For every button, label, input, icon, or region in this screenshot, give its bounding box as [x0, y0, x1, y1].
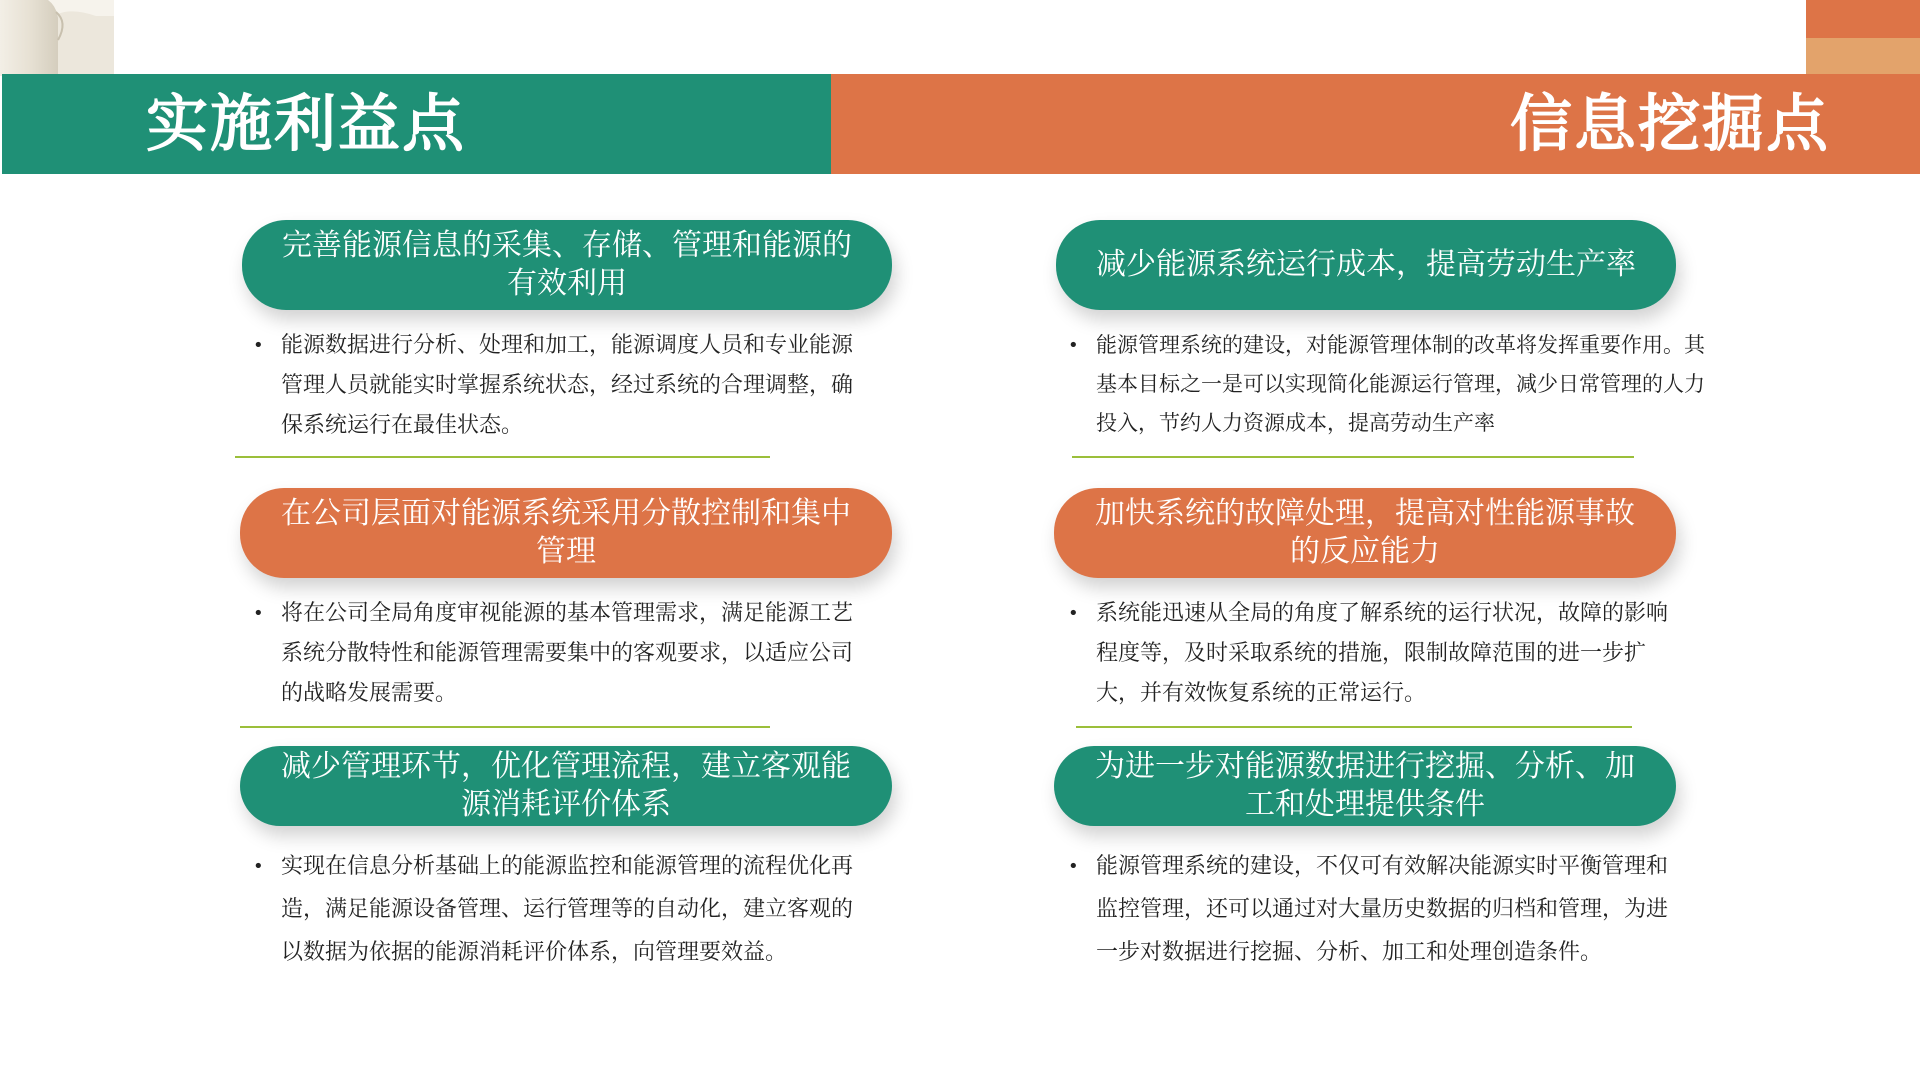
bullet-icon: •: [253, 603, 264, 624]
mining-body-1-text: 能源管理系统的建设，对能源管理体制的改革将发挥重要作用。其基本目标之一是可以实现简化能源运行管理，减少日常管理的人力投入，节约人力资源成本，提高劳动生产率: [1096, 333, 1705, 435]
bullet-icon: •: [253, 335, 264, 356]
benefit-pill-1-label: 完善能源信息的采集、存储、管理和能源的有效利用: [282, 228, 852, 301]
benefit-body-1-text: 能源数据进行分析、处理和加工，能源调度人员和专业能源管理人员就能实时掌握系统状态，经过系统的合理调整，确保系统运行在最佳状态。: [281, 333, 854, 438]
divider-left-1: [235, 456, 770, 458]
divider-right-1: [1072, 456, 1634, 458]
mining-body-3: [1068, 845, 1678, 974]
benefit-body-1: [253, 326, 863, 446]
header-title-left: 实施利益点: [146, 87, 467, 160]
divider-left-2: [240, 726, 770, 728]
benefit-pill-2: [240, 488, 892, 578]
benefit-body-3-text: 实现在信息分析基础上的能源监控和能源管理的流程优化再造，满足能源设备管理、运行管理等的自动化，建立客观的以数据为依据的能源消耗评价体系，向管理要效益。: [281, 854, 854, 965]
mining-pill-3-label: 为进一步对能源数据进行挖掘、分析、加工和处理提供条件: [1095, 749, 1635, 822]
mining-pill-3: [1054, 746, 1676, 826]
bullet-icon: •: [1068, 335, 1079, 356]
mining-body-2-text: 系统能迅速从全局的角度了解系统的运行状况，故障的影响程度等，及时采取系统的措施，限制故障范围的进一步扩大，并有效恢复系统的正常运行。: [1096, 601, 1669, 706]
mining-body-1: [1068, 326, 1708, 443]
bullet-icon: •: [1068, 603, 1079, 624]
paper-scroll-icon: [0, 0, 115, 76]
benefit-pill-3: [240, 746, 892, 826]
mining-body-3-text: 能源管理系统的建设，不仅可有效解决能源实时平衡管理和监控管理，还可以通过对大量历史数据的归档和管理，为进一步对数据进行挖掘、分析、加工和处理创造条件。: [1096, 854, 1669, 965]
bullet-icon: •: [253, 856, 264, 877]
divider-right-2: [1076, 726, 1632, 728]
bullet-icon: •: [1068, 856, 1079, 877]
benefit-body-3: [253, 845, 863, 974]
corner-accent-light: [1806, 38, 1920, 76]
benefit-body-2: [253, 594, 863, 714]
benefit-pill-2-label: 在公司层面对能源系统采用分散控制和集中管理: [281, 496, 851, 569]
mining-pill-1-label: 减少能源系统运行成本，提高劳动生产率: [1096, 247, 1636, 282]
header-band-right: [831, 74, 1920, 174]
benefit-pill-1: [242, 220, 892, 310]
mining-pill-1: [1056, 220, 1676, 310]
benefit-body-2-text: 将在公司全局角度审视能源的基本管理需求，满足能源工艺系统分散特性和能源管理需要集中的客观要求，以适应公司的战略发展需要。: [281, 601, 854, 706]
header-band-left: [2, 74, 831, 174]
mining-pill-2: [1054, 488, 1676, 578]
corner-accent-dark: [1806, 0, 1920, 38]
mining-body-2: [1068, 594, 1678, 714]
header-title-right: 信息挖掘点: [1509, 87, 1830, 160]
mining-pill-2-label: 加快系统的故障处理，提高对性能源事故的反应能力: [1095, 496, 1635, 569]
benefit-pill-3-label: 减少管理环节，优化管理流程，建立客观能源消耗评价体系: [281, 749, 851, 822]
